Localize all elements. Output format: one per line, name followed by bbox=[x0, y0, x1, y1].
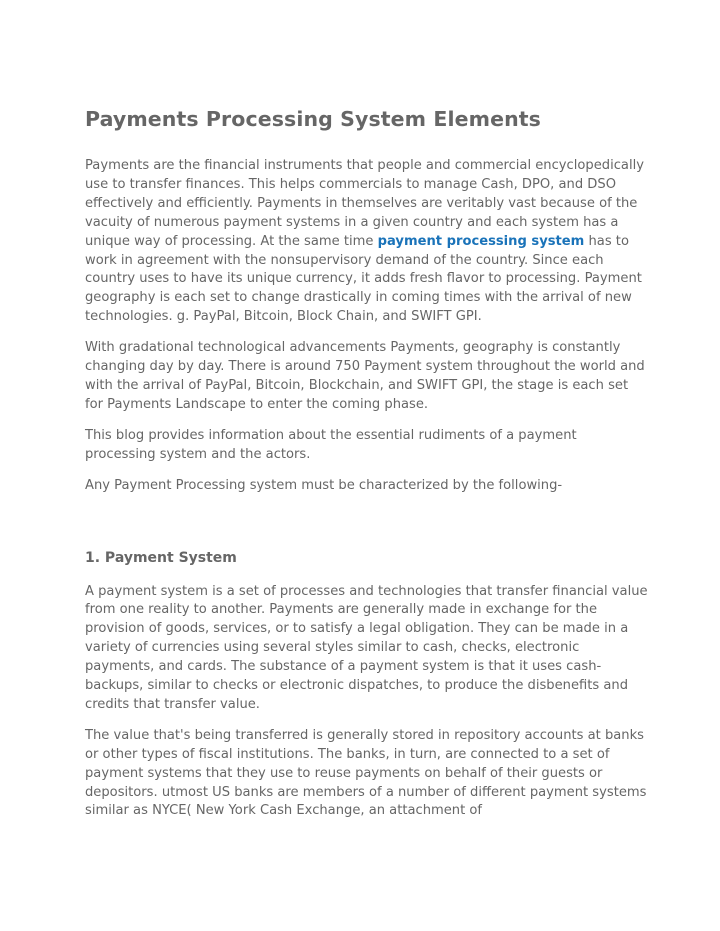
paragraph-landscape: With gradational technological advancements Payments, geography is constantly changing day by day. There is around 750 Payment system throughout the world and with the arrival of PayPal, Bitcoin, Blockchain, and SWIFT GPI, the stage is each set for Payments Landscape to enter the coming phase. bbox=[85, 340, 645, 412]
paragraph-blog-info: This blog provides information about the essential rudiments of a payment processing system and the actors. bbox=[85, 427, 577, 462]
paragraph-characterized: Any Payment Processing system must be characterized by the following- bbox=[85, 477, 563, 493]
document-body bbox=[85, 105, 650, 833]
page-title: Payments Processing System Elements bbox=[85, 107, 541, 131]
intro-paragraph bbox=[85, 157, 650, 327]
paragraph-payment-system-definition: A payment system is a set of processes and technologies that transfer financial value from one reality to another. Payments are generally made in exchange for the provision of goods, services, or to satisfy a legal obligation. They can be made in a variety of currencies using several styles similar to cash, checks, electronic payments, and cards. The substance of a payment system is that it uses cash- backups, similar to checks or electronic dispatches, to produce the disbenefits and credits that transfer value. bbox=[85, 583, 648, 712]
intro-text-before-link: Payments are the financial instruments that people and commercial encyclopedically use to transfer finances. This helps commercials to manage Cash, DPO, and DSO effectively and efficiently. Payments in themselves are veritably vast because of the vacuity of numerous payment systems in a given country and each system has a unique way of processing. At the same time bbox=[85, 158, 644, 249]
paragraph-value-transfer: The value that's being transferred is generally stored in repository accounts at banks or other types of fiscal institutions. The banks, in turn, are connected to a set of payment systems that they use to reuse payments on behalf of their guests or depositors. utmost US banks are members of a number of different payment systems similar as NYCE( New York Cash Exchange, an attachment of bbox=[85, 727, 647, 819]
payment-processing-system-link[interactable]: payment processing system bbox=[377, 233, 585, 249]
section-heading-payment-system: 1. Payment System bbox=[85, 549, 237, 566]
intro-text-after-link: has to work in agreement with the nonsupervisory demand of the country. Since each country uses to have its unique currency, it adds fresh flavor to processing. Payment geography is each set to change drastically in coming times with the arrival of new technologies. g. PayPal, Bitcoin, Block Chain, and SWIFT GPI. bbox=[85, 233, 642, 325]
